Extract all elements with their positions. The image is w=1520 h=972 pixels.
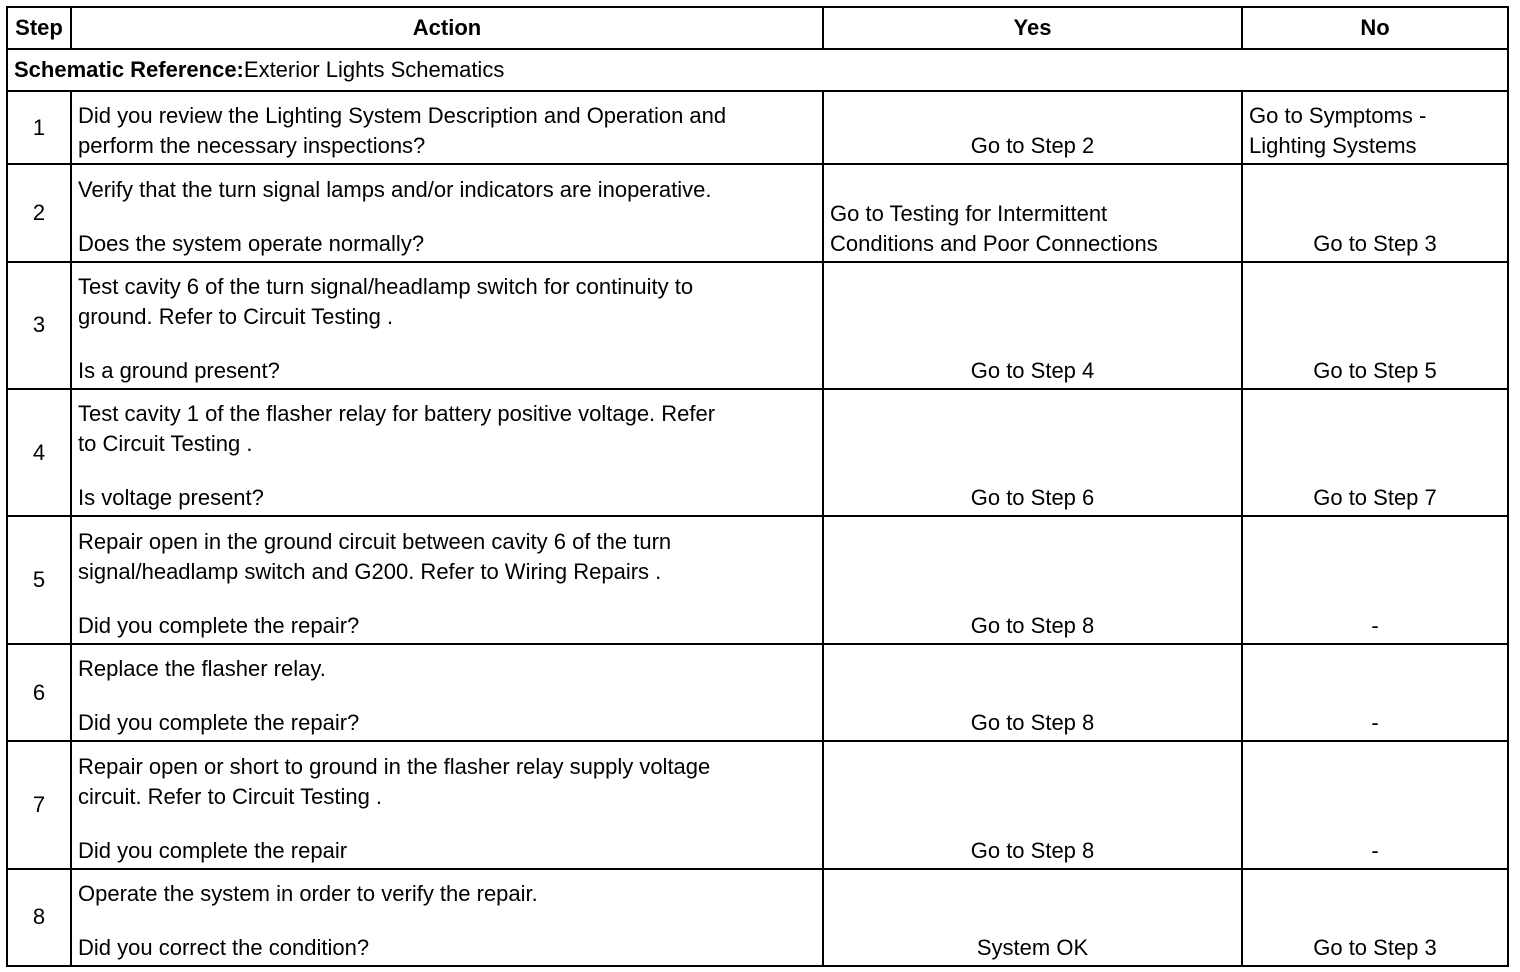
header-step: Step: [7, 7, 71, 49]
yes-text: Go to Step 8: [970, 837, 1095, 863]
action-cell: [71, 869, 823, 966]
action-text: circuit. Refer to Circuit Testing .: [78, 783, 383, 809]
action-text: Test cavity 1 of the flasher relay for battery positive voltage. Refer: [78, 401, 716, 427]
yes-outcome: [823, 389, 1242, 516]
action-question: Is a ground present?: [78, 358, 280, 384]
action-text: to Circuit Testing .: [78, 431, 253, 457]
action-cell: [71, 644, 823, 741]
header-no: No: [1242, 7, 1508, 49]
action-text: Repair open in the ground circuit between cavity 6 of the turn: [78, 528, 672, 554]
yes-text: Go to Step 8: [970, 710, 1095, 736]
action-text: Verify that the turn signal lamps and/or indicators are inoperative.: [78, 176, 712, 202]
action-question: Does the system operate normally?: [78, 230, 425, 256]
no-text: -: [1371, 612, 1379, 638]
action-cell: [71, 516, 823, 643]
table-row: [7, 869, 1508, 966]
action-question: Is voltage present?: [78, 485, 264, 511]
action-cell: [71, 262, 823, 389]
yes-outcome: [823, 869, 1242, 966]
yes-text: Conditions and Poor Connections: [830, 230, 1158, 256]
action-text: Test cavity 6 of the turn signal/headlamp switch for continuity to: [78, 274, 694, 300]
yes-text: Go to Testing for Intermittent: [830, 200, 1108, 226]
schematic-reference-row: [7, 49, 1508, 91]
step-number: 3: [7, 262, 71, 389]
step-number: 8: [7, 869, 71, 966]
action-cell: [71, 741, 823, 868]
yes-text: System OK: [976, 935, 1089, 960]
action-text: signal/headlamp switch and G200. Refer to Wiring Repairs .: [78, 558, 662, 584]
no-outcome: [1242, 164, 1508, 261]
table-row: [7, 516, 1508, 643]
action-text: Repair open or short to ground in the flasher relay supply voltage: [78, 753, 711, 779]
yes-outcome: [823, 741, 1242, 868]
header-yes: Yes: [823, 7, 1242, 49]
no-text: -: [1371, 710, 1379, 736]
no-outcome: [1242, 262, 1508, 389]
yes-text: Go to Step 2: [970, 133, 1095, 159]
no-outcome: [1242, 389, 1508, 516]
action-text: Replace the flasher relay.: [78, 656, 326, 682]
no-outcome: [1242, 516, 1508, 643]
yes-outcome: [823, 644, 1242, 741]
yes-outcome: [823, 164, 1242, 261]
action-cell: [71, 91, 823, 164]
yes-outcome: [823, 262, 1242, 389]
step-number: 7: [7, 741, 71, 868]
action-question: Did you correct the condition?: [78, 935, 370, 960]
schematic-reference-value: Exterior Lights Schematics: [243, 57, 505, 83]
no-text: Go to Step 7: [1313, 485, 1437, 511]
step-number: 6: [7, 644, 71, 741]
step-number: 5: [7, 516, 71, 643]
no-outcome: [1242, 644, 1508, 741]
action-text: Did you review the Lighting System Description and Operation and: [78, 103, 727, 129]
schematic-reference-label: Schematic Reference:: [14, 57, 244, 83]
action-question: Did you complete the repair?: [78, 612, 360, 638]
table-row: [7, 389, 1508, 516]
action-cell: [71, 389, 823, 516]
action-cell: [71, 164, 823, 261]
no-text: -: [1371, 837, 1379, 863]
table-row: [7, 91, 1508, 164]
no-text: Go to Step 5: [1313, 358, 1437, 384]
table-row: [7, 164, 1508, 261]
no-text: Go to Step 3: [1313, 230, 1437, 256]
yes-text: Go to Step 4: [970, 358, 1095, 384]
yes-outcome: [823, 91, 1242, 164]
no-outcome: [1242, 869, 1508, 966]
yes-text: Go to Step 6: [970, 485, 1095, 511]
action-text: perform the necessary inspections?: [78, 133, 426, 159]
table-row: [7, 741, 1508, 868]
action-text: Operate the system in order to verify the repair.: [78, 881, 538, 906]
table-row: [7, 262, 1508, 389]
diagnostic-table: [6, 6, 1509, 967]
schematic-reference: [7, 49, 1508, 91]
header-row: [7, 7, 1508, 49]
action-text: ground. Refer to Circuit Testing .: [78, 304, 394, 330]
step-number: 1: [7, 91, 71, 164]
yes-text: Go to Step 8: [970, 612, 1095, 638]
table-row: [7, 644, 1508, 741]
no-text: Lighting Systems: [1249, 133, 1417, 159]
no-outcome: [1242, 91, 1508, 164]
no-text: Go to Step 3: [1313, 935, 1437, 960]
action-question: Did you complete the repair: [78, 837, 348, 863]
no-text: Go to Symptoms -: [1249, 103, 1427, 129]
header-action: Action: [71, 7, 823, 49]
step-number: 4: [7, 389, 71, 516]
no-outcome: [1242, 741, 1508, 868]
yes-outcome: [823, 516, 1242, 643]
action-question: Did you complete the repair?: [78, 710, 360, 736]
step-number: 2: [7, 164, 71, 261]
